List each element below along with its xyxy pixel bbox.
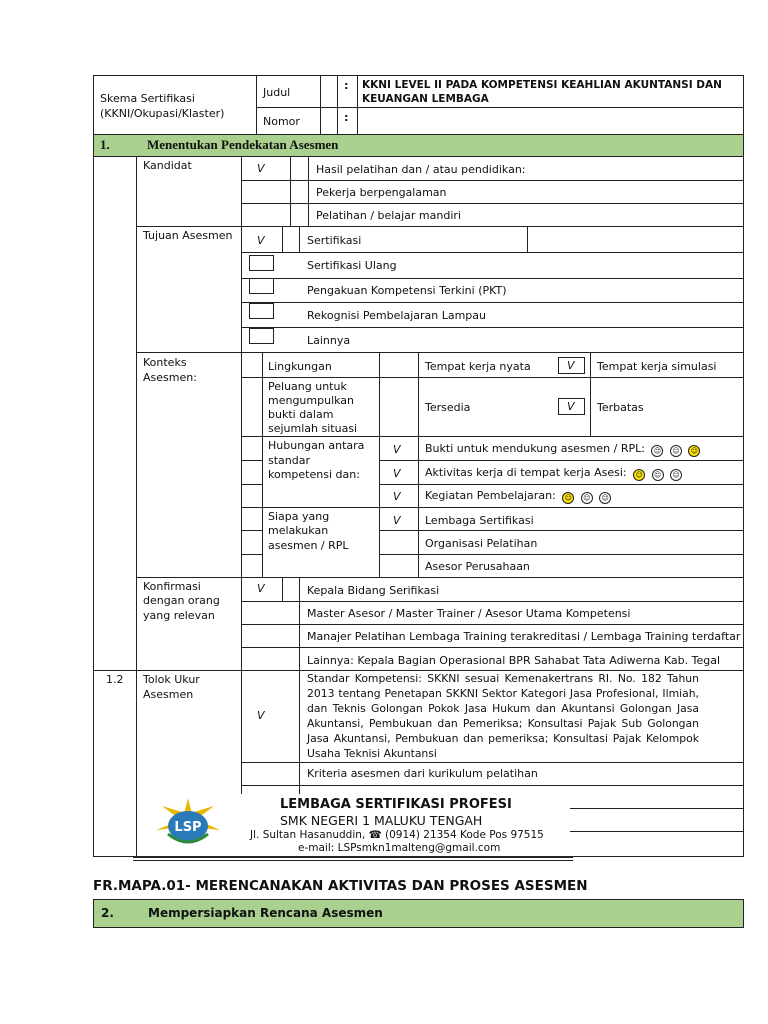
stamp-line1: LEMBAGA SERTIFIKASI PROFESI bbox=[280, 797, 512, 812]
organisasi-label: Organisasi Pelatihan bbox=[425, 537, 538, 550]
lsp-stamp bbox=[150, 794, 570, 856]
konfirmasi-opt4: Lainnya: Kepala Bagian Operasional BPR Sahabat Tata Adiwerna Kab. Tegal bbox=[307, 654, 721, 667]
tempat-simulasi-check[interactable]: V bbox=[567, 359, 575, 372]
checkbox-pkt[interactable] bbox=[249, 278, 274, 294]
kegiatan-label: Kegiatan Pembelajaran: bbox=[425, 489, 556, 502]
nomor-label: Nomor bbox=[263, 115, 300, 128]
konfirmasi-label-2: dengan orang bbox=[143, 594, 220, 607]
kandidat-opt3: Pelatihan / belajar mandiri bbox=[316, 209, 461, 222]
tujuan-opt2: Sertifikasi Ulang bbox=[307, 259, 397, 272]
konfirmasi-label-3: yang relevan bbox=[143, 609, 215, 622]
judul-label: Judul bbox=[263, 86, 291, 99]
tujuan-opt5: Lainnya bbox=[307, 334, 351, 347]
hubungan-2: standar bbox=[268, 454, 311, 467]
tempat-nyata-label: Tempat kerja nyata bbox=[425, 360, 531, 373]
smile-icon[interactable]: ☺ bbox=[581, 492, 593, 504]
peluang-1: Peluang untuk bbox=[268, 380, 347, 393]
bukti-row bbox=[425, 441, 700, 457]
konfirmasi-opt3: Manajer Pelatihan Lembaga Training terakreditasi / Lembaga Training terdaftar bbox=[307, 630, 741, 643]
tolok-label-1: Tolok Ukur bbox=[143, 673, 200, 686]
tujuan-opt3: Pengakuan Kompetensi Terkini (PKT) bbox=[307, 284, 507, 297]
checkbox-rpl[interactable] bbox=[249, 303, 274, 319]
peluang-2: mengumpulkan bbox=[268, 394, 355, 407]
terbatas-label: Terbatas bbox=[597, 401, 644, 414]
tolok-standar: Standar Kompetensi: SKKNI sesuai Kemenakertrans RI. No. 182 Tahun 2013 tentang Penetapan SKKNI Sektor Kategori Jasa Profesional, Ilmiah, dan Teknis Golongan Pokok Jasa Hukum dan Akuntansi Golongan Jasa Akuntansi, Pembukuan dan Pemeriksa; Konsultasi Pajak Sub Golongan Jasa Akuntansi, Pembukuan dan pemeriksa; Konsultasi Pajak Kelompok Usaha Teknisi Akuntansi bbox=[307, 672, 699, 760]
judul-colon: : bbox=[344, 79, 349, 92]
smile-icon-selected[interactable]: ☺ bbox=[633, 469, 645, 481]
tolok-label-2: Asesmen bbox=[143, 688, 194, 701]
terbatas-check[interactable]: V bbox=[567, 400, 575, 413]
tujuan-opt4: Rekognisi Pembelajaran Lampau bbox=[307, 309, 486, 322]
bukti-label: Bukti untuk mendukung asesmen / RPL: bbox=[425, 442, 645, 455]
konteks-label-1: Konteks bbox=[143, 356, 187, 369]
hubungan-3: kompetensi dan: bbox=[268, 468, 360, 481]
stamp-line3: Jl. Sultan Hasanuddin, ☎ (0914) 21354 Kode Pos 97515 bbox=[250, 829, 544, 841]
siapa-1: Siapa yang bbox=[268, 510, 330, 523]
smile-icon-selected[interactable]: ☺ bbox=[688, 445, 700, 457]
smile-icon[interactable]: ☺ bbox=[670, 469, 682, 481]
kandidat-check[interactable]: V bbox=[257, 162, 265, 175]
smile-icon[interactable]: ☺ bbox=[651, 445, 663, 457]
judul-value-2: KEUANGAN LEMBAGA bbox=[362, 93, 489, 105]
tujuan-label: Tujuan Asesmen bbox=[143, 229, 233, 242]
siapa-2: melakukan bbox=[268, 524, 329, 537]
lembaga-check[interactable]: V bbox=[393, 514, 401, 527]
tempat-simulasi-label: Tempat kerja simulasi bbox=[597, 360, 717, 373]
tersedia-label: Tersedia bbox=[425, 401, 471, 414]
lsp-logo bbox=[154, 796, 222, 854]
konfirmasi-opt1: Kepala Bidang Serifikasi bbox=[307, 584, 440, 597]
bukti-check[interactable]: V bbox=[393, 443, 401, 456]
smile-icon[interactable]: ☺ bbox=[599, 492, 611, 504]
tolok-kriteria: Kriteria asesmen dari kurikulum pelatihan bbox=[307, 767, 538, 780]
kegiatan-check[interactable]: V bbox=[393, 490, 401, 503]
nomor-colon: : bbox=[344, 111, 349, 124]
stamp-line2: SMK NEGERI 1 MALUKU TENGAH bbox=[280, 813, 483, 828]
section1-number: 1. bbox=[100, 137, 110, 152]
kegiatan-row bbox=[425, 488, 611, 504]
konfirmasi-check[interactable]: V bbox=[257, 582, 265, 595]
form-title: FR.MAPA.01- MERENCANAKAN AKTIVITAS DAN PROSES ASESMEN bbox=[93, 878, 588, 894]
aktivitas-row bbox=[425, 465, 682, 481]
checkbox-sertifikasi-ulang[interactable] bbox=[249, 255, 274, 271]
smile-icon[interactable]: ☺ bbox=[670, 445, 682, 457]
aktivitas-check[interactable]: V bbox=[393, 467, 401, 480]
aktivitas-label: Aktivitas kerja di tempat kerja Asesi: bbox=[425, 466, 627, 479]
siapa-3: asesmen / RPL bbox=[268, 539, 349, 552]
lsp-logo-text: LSP bbox=[174, 820, 202, 835]
tolok-number: 1.2 bbox=[106, 673, 124, 686]
tujuan-check[interactable]: V bbox=[257, 234, 265, 247]
konfirmasi-opt2: Master Asesor / Master Trainer / Asesor Utama Kompetensi bbox=[307, 607, 631, 620]
konteks-label-2: Asesmen: bbox=[143, 371, 197, 384]
stamp-line4: e-mail: LSPsmkn1malteng@gmail.com bbox=[298, 842, 501, 854]
judul-value-1: KKNI LEVEL II PADA KOMPETENSI KEAHLIAN AKUNTANSI DAN bbox=[362, 79, 722, 91]
smile-icon-selected[interactable]: ☺ bbox=[562, 492, 574, 504]
hubungan-1: Hubungan antara bbox=[268, 439, 365, 452]
asesor-label: Asesor Perusahaan bbox=[425, 560, 530, 573]
peluang-4: sejumlah situasi bbox=[268, 422, 358, 435]
kandidat-label: Kandidat bbox=[143, 159, 192, 172]
lingkungan-label: Lingkungan bbox=[268, 360, 332, 373]
konfirmasi-label-1: Konfirmasi bbox=[143, 580, 201, 593]
checkbox-lainnya[interactable] bbox=[249, 328, 274, 344]
section1-title: Menentukan Pendekatan Asesmen bbox=[147, 137, 339, 152]
lembaga-label: Lembaga Sertifikasi bbox=[425, 514, 534, 527]
kandidat-opt2: Pekerja berpengalaman bbox=[316, 186, 447, 199]
kandidat-opt1: Hasil pelatihan dan / atau pendidikan: bbox=[316, 163, 526, 176]
tolok-check[interactable]: V bbox=[257, 709, 265, 722]
section2-number: 2. bbox=[101, 906, 114, 920]
skema-label: Skema Sertifikasi bbox=[100, 92, 195, 105]
peluang-3: bukti dalam bbox=[268, 408, 334, 421]
smile-icon[interactable]: ☺ bbox=[652, 469, 664, 481]
section2-title: Mempersiapkan Rencana Asesmen bbox=[148, 906, 383, 920]
tujuan-opt1: Sertifikasi bbox=[307, 234, 362, 247]
skema-sub: (KKNI/Okupasi/Klaster) bbox=[100, 107, 225, 120]
